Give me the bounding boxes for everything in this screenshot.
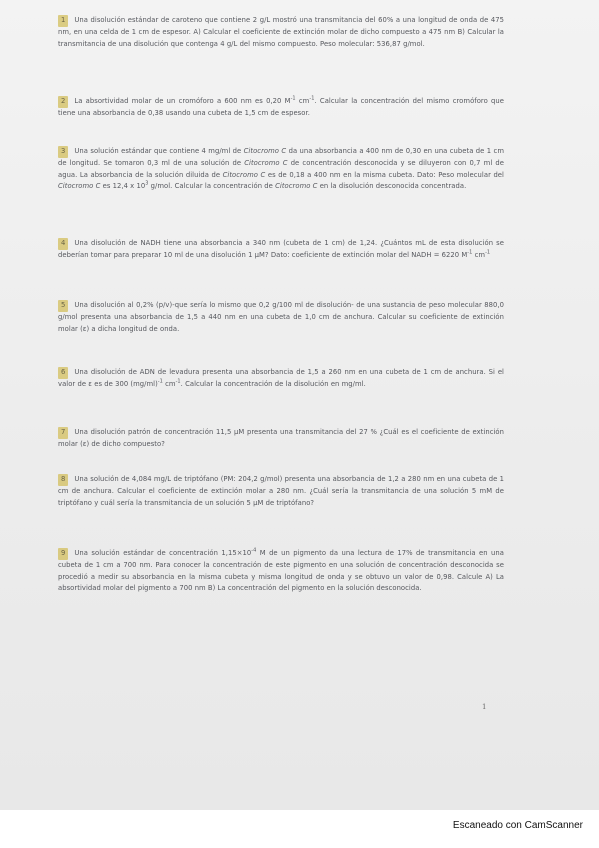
problem-number: 3 bbox=[58, 146, 68, 158]
problem-text: Una solución estándar de concentración 1,15×10 bbox=[74, 549, 252, 557]
problem-text: Una disolución al 0,2% (p/v)-que sería lo mismo que 0,2 g/100 ml de disolución- de una sustancia de peso molecular 880,0 g/mol presenta una absorbancia de 1,5 a 440 nm en una cubeta de 1,0 cm de anchura. Calcular su coeficiente de extinción molar (ε) a dicha longitud de onda. bbox=[58, 301, 504, 333]
problem-text: de concentración desconocida y se diluyeron con 0,7 ml de agua. La absorbancia de la solución diluida de bbox=[58, 158, 504, 179]
problem-text: cm bbox=[472, 250, 486, 259]
problem-text: en la disolución desconocida concentrada. bbox=[317, 182, 467, 191]
superscript: -4 bbox=[251, 547, 257, 554]
problem-text: es 12,4 x 10 bbox=[100, 182, 146, 191]
problem-text: da una absorbancia a 400 nm de 0,30 en una cubeta de 1 cm de longitud. Se tomaron 0,3 ml de una solución de bbox=[58, 147, 504, 167]
camscanner-watermark: Escaneado con CamScanner bbox=[452, 820, 583, 831]
problem-number: 8 bbox=[58, 474, 68, 486]
problem-text: es de 0,18 a 400 nm en la misma cubeta. Dato: Peso molecular del bbox=[265, 170, 504, 179]
problem-8 bbox=[58, 474, 504, 509]
problem-text: La absortividad molar de un cromóforo a 600 nm es 0,20 M bbox=[74, 97, 291, 105]
problem-number: 9 bbox=[58, 548, 68, 560]
compound-name: Citocromo C bbox=[58, 182, 101, 191]
compound-name: Citocromo C bbox=[244, 158, 288, 167]
problem-9 bbox=[58, 548, 504, 595]
superscript: 3 bbox=[145, 181, 149, 188]
problem-text: . Calcular la concentración de la disolución en mg/ml. bbox=[180, 379, 366, 388]
problem-text: Una solución estándar que contiene 4 mg/ml de bbox=[74, 147, 244, 155]
problem-number: 7 bbox=[58, 427, 68, 439]
problem-6 bbox=[58, 367, 504, 391]
compound-name: Citocromo C bbox=[275, 182, 318, 191]
compound-name: Citocromo C bbox=[243, 147, 287, 155]
superscript: -1 bbox=[467, 249, 473, 256]
problem-text: Una disolución de ADN de levadura presenta una absorbancia de 1,5 a 260 nm en una cubeta de 1 cm de anchura. Si el valor de ε es de 300 (mg/ml) bbox=[58, 368, 504, 388]
problem-4 bbox=[58, 238, 504, 262]
problem-number: 1 bbox=[58, 15, 68, 27]
problem-text: Una disolución de NADH tiene una absorbancia a 340 nm (cubeta de 1 cm) de 1,24. ¿Cuántos mL de esta disolución se deberían tomar para preparar 10 ml de una disolución 1 µM? Dato: coeficiente de extinción molar del NADH = 6220 M bbox=[58, 239, 504, 259]
problem-text: M de un pigmento da una lectura de 17% de transmitancia en una cubeta de 1 cm a 700 nm. Para conocer la concentración de este pigmento en una solución de concentración desconocida se procedió a medir su absorbancia en la misma cubeta y misma longitud de onda y se obtuvo un valor de 0,98. Calcule A) La absortividad molar del pigmento a 700 nm B) La concentración del pigmento en la solución desconocida. bbox=[58, 549, 504, 593]
problem-5 bbox=[58, 300, 504, 335]
problem-text: g/mol. Calcular la concentración de bbox=[148, 182, 276, 191]
superscript: -1 bbox=[157, 378, 163, 385]
problem-text: Una disolución patrón de concentración 11,5 µM presenta una transmitancia del 27 % ¿Cuál es el coeficiente de extinción molar (ε) de dicho compuesto? bbox=[58, 428, 504, 448]
problem-2 bbox=[58, 96, 504, 120]
superscript: -1 bbox=[309, 95, 315, 102]
problem-number: 6 bbox=[58, 367, 68, 379]
problem-text: Una solución de 4,084 mg/L de triptófano (PM: 204,2 g/mol) presenta una absorbancia de 1,2 a 280 nm en una cubeta de 1 cm de anchura. Calcular el coeficiente de extinción molar a 280 nm. ¿Cuál sería la transmitancia de una solución 5 mM de triptófano y cuál sería la transmitancia de un solución 5 µM de triptófano? bbox=[58, 475, 504, 507]
problem-number: 5 bbox=[58, 300, 68, 312]
superscript: -1 bbox=[175, 378, 181, 385]
superscript: -1 bbox=[290, 95, 296, 102]
compound-name: Citocromo C bbox=[222, 170, 266, 179]
problem-text: cm bbox=[162, 379, 176, 388]
problem-7 bbox=[58, 427, 504, 451]
problem-1 bbox=[58, 15, 504, 50]
problem-3 bbox=[58, 146, 504, 193]
page-number: 1 bbox=[482, 703, 487, 711]
problem-text: Una disolución estándar de caroteno que contiene 2 g/L mostró una transmitancia del 60% a una longitud de onda de 475 nm, en una celda de 1 cm de espesor. A) Calcular el coeficiente de extinción molar de dicho compuesto a 475 nm B) Calcular la transmitancia de una disolución que contenga 4 g/L del mismo compuesto. Peso molecular: 536,87 g/mol. bbox=[58, 16, 504, 48]
superscript: -1 bbox=[485, 249, 491, 256]
problem-text: . Calcular la concentración del mismo cromóforo que tiene una absorbancia de 0,38 usando una cubeta de 1,5 cm de espesor. bbox=[58, 97, 505, 117]
problem-number: 4 bbox=[58, 238, 68, 250]
problem-number: 2 bbox=[58, 96, 68, 108]
problem-text: cm bbox=[295, 97, 310, 105]
